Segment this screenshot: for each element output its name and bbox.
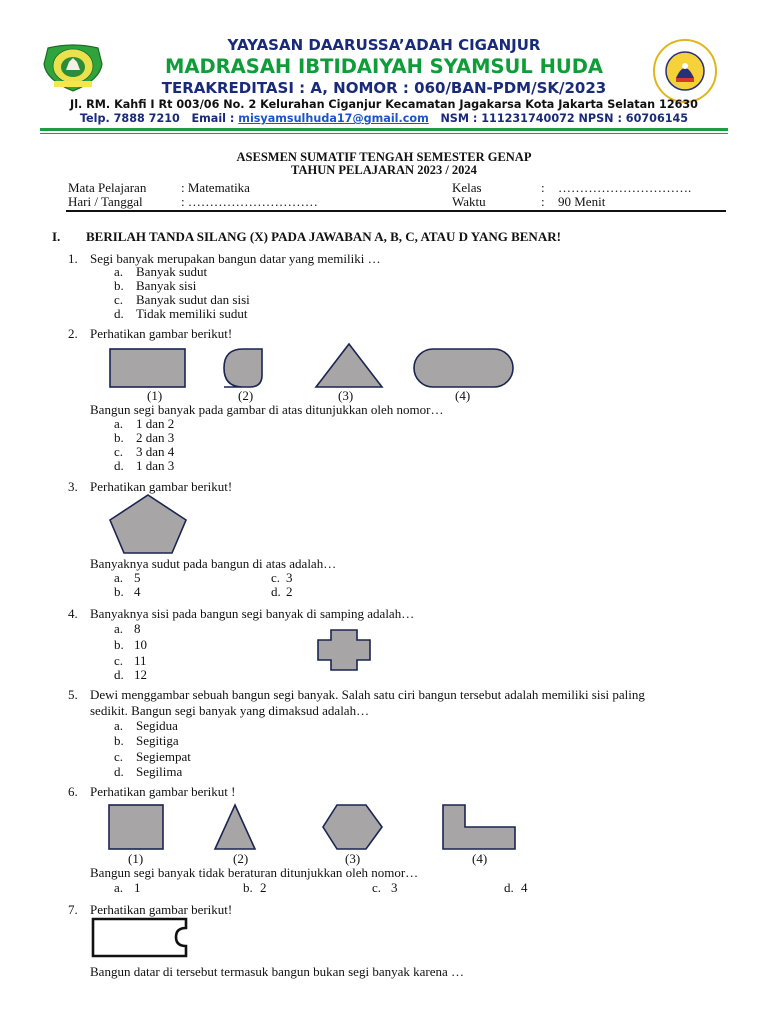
q1-option-c[interactable]: Banyak sudut dan sisi xyxy=(136,292,250,307)
notched-rectangle-shape xyxy=(93,919,186,956)
triangle-shape xyxy=(316,344,382,387)
time-label: Waktu xyxy=(452,194,486,209)
q6-option-a[interactable]: 1 xyxy=(134,880,141,895)
q1-text: Segi banyak merupakan bangun datar yang memiliki … xyxy=(90,251,381,266)
q4-option-d[interactable]: 12 xyxy=(134,667,147,682)
q5-option-c-letter[interactable]: c. xyxy=(114,749,124,764)
header-rule xyxy=(40,128,728,131)
q3-option-b-letter[interactable]: b. xyxy=(114,584,124,599)
q3-option-c-letter[interactable]: c. xyxy=(271,570,281,585)
subject-value: : Matematika xyxy=(181,180,250,195)
q2-option-c-letter[interactable]: c. xyxy=(114,444,124,459)
q2-option-b-letter[interactable]: b. xyxy=(114,430,124,445)
q5-text-line2: sedikit. Bangun segi banyak yang dimaksud adalah… xyxy=(90,703,370,718)
q2-figures xyxy=(100,340,530,392)
foundation-name: YAYASAN DAARUSSA’ADAH CIGANJUR xyxy=(227,36,541,54)
q4-option-a[interactable]: 8 xyxy=(134,621,141,636)
q2-option-d-letter[interactable]: d. xyxy=(114,458,124,473)
q6-number: 6. xyxy=(68,784,78,799)
q5-option-d-letter[interactable]: d. xyxy=(114,764,124,779)
section-title: BERILAH TANDA SILANG (X) PADA JAWABAN A, B, C, ATAU D YANG BENAR! xyxy=(86,229,561,244)
q2-label-3: (3) xyxy=(338,388,354,403)
class-value: …………………………. xyxy=(558,180,692,195)
q3-text: Perhatikan gambar berikut! xyxy=(90,479,233,494)
q4-option-b[interactable]: 10 xyxy=(134,637,147,652)
info-rule xyxy=(66,210,726,212)
q7-text: Perhatikan gambar berikut! xyxy=(90,902,233,917)
q7-number: 7. xyxy=(68,902,78,917)
q2-option-c[interactable]: 3 dan 4 xyxy=(136,444,175,459)
q1-option-b[interactable]: Banyak sisi xyxy=(136,278,197,293)
q2-option-a-letter[interactable]: a. xyxy=(114,416,124,431)
class-colon: : xyxy=(541,180,545,195)
header-rule-thin xyxy=(40,133,728,134)
q2-label-2: (2) xyxy=(238,388,254,403)
q2-label-4: (4) xyxy=(455,388,471,403)
q2-option-d[interactable]: 1 dan 3 xyxy=(136,458,175,473)
stadium-shape xyxy=(414,349,513,387)
q5-option-b[interactable]: Segitiga xyxy=(136,733,179,748)
q1-option-a[interactable]: Banyak sudut xyxy=(136,264,208,279)
school-name: MADRASAH IBTIDAIYAH SYAMSUL HUDA xyxy=(164,55,604,78)
q5-option-a-letter[interactable]: a. xyxy=(114,718,124,733)
q6-option-b-letter[interactable]: b. xyxy=(243,880,253,895)
accreditation-line: TERAKREDITASI : A, NOMOR : 060/BAN-PDM/SK/2023 xyxy=(161,79,607,97)
rectangle-shape xyxy=(110,349,185,387)
q6-text: Perhatikan gambar berikut ! xyxy=(90,784,236,799)
q3-option-d-letter[interactable]: d. xyxy=(271,584,281,599)
q6-label-2: (2) xyxy=(233,851,249,866)
q6-label-4: (4) xyxy=(472,851,488,866)
exam-year: TAHUN PELAJARAN 2023 / 2024 xyxy=(291,163,477,177)
q5-option-a[interactable]: Segidua xyxy=(136,718,178,733)
nsm-npsn: NSM : 111231740072 NPSN : 60706145 xyxy=(440,112,689,125)
rounded-shape xyxy=(224,349,262,387)
q7-figure xyxy=(88,914,200,962)
q5-text-line1: Dewi menggambar sebuah bangun segi banyak. Salah satu ciri bangun tersebut adalah memiliki sisi paling xyxy=(90,687,645,702)
q4-text: Banyaknya sisi pada bangun segi banyak di samping adalah… xyxy=(90,606,415,621)
cross-shape xyxy=(318,630,370,670)
q6-option-c-letter[interactable]: c. xyxy=(372,880,382,895)
q6-label-3: (3) xyxy=(345,851,361,866)
q3-option-a[interactable]: 5 xyxy=(134,570,141,585)
time-colon: : xyxy=(541,194,545,209)
q4-number: 4. xyxy=(68,606,78,621)
q5-option-c[interactable]: Segiempat xyxy=(136,749,191,764)
q6-option-b[interactable]: 2 xyxy=(260,880,267,895)
date-label: Hari / Tanggal xyxy=(68,194,143,209)
class-label: Kelas xyxy=(452,180,482,195)
q4-option-c-letter[interactable]: c. xyxy=(114,653,124,668)
q7-question: Bangun datar di tersebut termasuk bangun bukan segi banyak karena … xyxy=(90,964,464,979)
q2-label-1: (1) xyxy=(147,388,163,403)
l-shape xyxy=(443,805,515,849)
q5-option-d[interactable]: Segilima xyxy=(136,764,183,779)
contact-line xyxy=(0,112,768,125)
q6-label-1: (1) xyxy=(128,851,144,866)
q3-option-a-letter[interactable]: a. xyxy=(114,570,124,585)
hexagon-shape xyxy=(323,805,382,849)
q1-option-a-letter[interactable]: a. xyxy=(114,264,124,279)
q6-option-d-letter[interactable]: d. xyxy=(504,880,514,895)
q4-option-a-letter[interactable]: a. xyxy=(114,621,124,636)
q4-option-b-letter[interactable]: b. xyxy=(114,637,124,652)
q6-question: Bangun segi banyak tidak beraturan ditunjukkan oleh nomor… xyxy=(90,865,419,880)
q2-text: Perhatikan gambar berikut! xyxy=(90,326,233,341)
time-value: 90 Menit xyxy=(558,194,606,209)
q3-option-d[interactable]: 2 xyxy=(286,584,293,599)
q2-option-b[interactable]: 2 dan 3 xyxy=(136,430,175,445)
q4-option-d-letter[interactable]: d. xyxy=(114,667,124,682)
q5-option-b-letter[interactable]: b. xyxy=(114,733,124,748)
q4-option-c[interactable]: 11 xyxy=(134,653,147,668)
school-address: Jl. RM. Kahfi I Rt 003/06 No. 2 Kelurahan Ciganjur Kecamatan Jagakarsa Kota Jakarta Selatan 12630 xyxy=(70,98,698,111)
q1-option-d-letter[interactable]: d. xyxy=(114,306,124,321)
q1-number: 1. xyxy=(68,251,78,266)
q1-option-c-letter[interactable]: c. xyxy=(114,292,124,307)
q1-option-b-letter[interactable]: b. xyxy=(114,278,124,293)
date-value: : ………………………… xyxy=(181,194,318,209)
pentagon-shape xyxy=(110,495,186,553)
q3-option-b[interactable]: 4 xyxy=(134,584,141,599)
email-label: Email : xyxy=(191,112,235,125)
subject-label: Mata Pelajaran xyxy=(68,180,147,195)
q6-figures xyxy=(100,800,530,852)
q6-option-c[interactable]: 3 xyxy=(391,880,398,895)
q3-figure xyxy=(104,492,194,556)
triangle-shape xyxy=(215,805,255,849)
q5-number: 5. xyxy=(68,687,78,702)
phone-number: Telp. 7888 7210 xyxy=(79,112,180,125)
q2-number: 2. xyxy=(68,326,78,341)
q1-option-d[interactable]: Tidak memiliki sudut xyxy=(136,306,248,321)
section-number: I. xyxy=(52,229,61,244)
exam-title: ASESMEN SUMATIF TENGAH SEMESTER GENAP xyxy=(236,150,532,164)
q3-question: Banyaknya sudut pada bangun di atas adalah… xyxy=(90,556,337,571)
email-link[interactable]: misyamsulhuda17@gmail.com xyxy=(238,112,429,125)
q3-option-c[interactable]: 3 xyxy=(286,570,293,585)
q4-figure xyxy=(314,628,374,672)
square-shape xyxy=(109,805,163,849)
q6-option-d[interactable]: 4 xyxy=(521,880,528,895)
q2-question: Bangun segi banyak pada gambar di atas ditunjukkan oleh nomor… xyxy=(90,402,444,417)
q2-option-a[interactable]: 1 dan 2 xyxy=(136,416,175,431)
q3-number: 3. xyxy=(68,479,78,494)
q6-option-a-letter[interactable]: a. xyxy=(114,880,124,895)
